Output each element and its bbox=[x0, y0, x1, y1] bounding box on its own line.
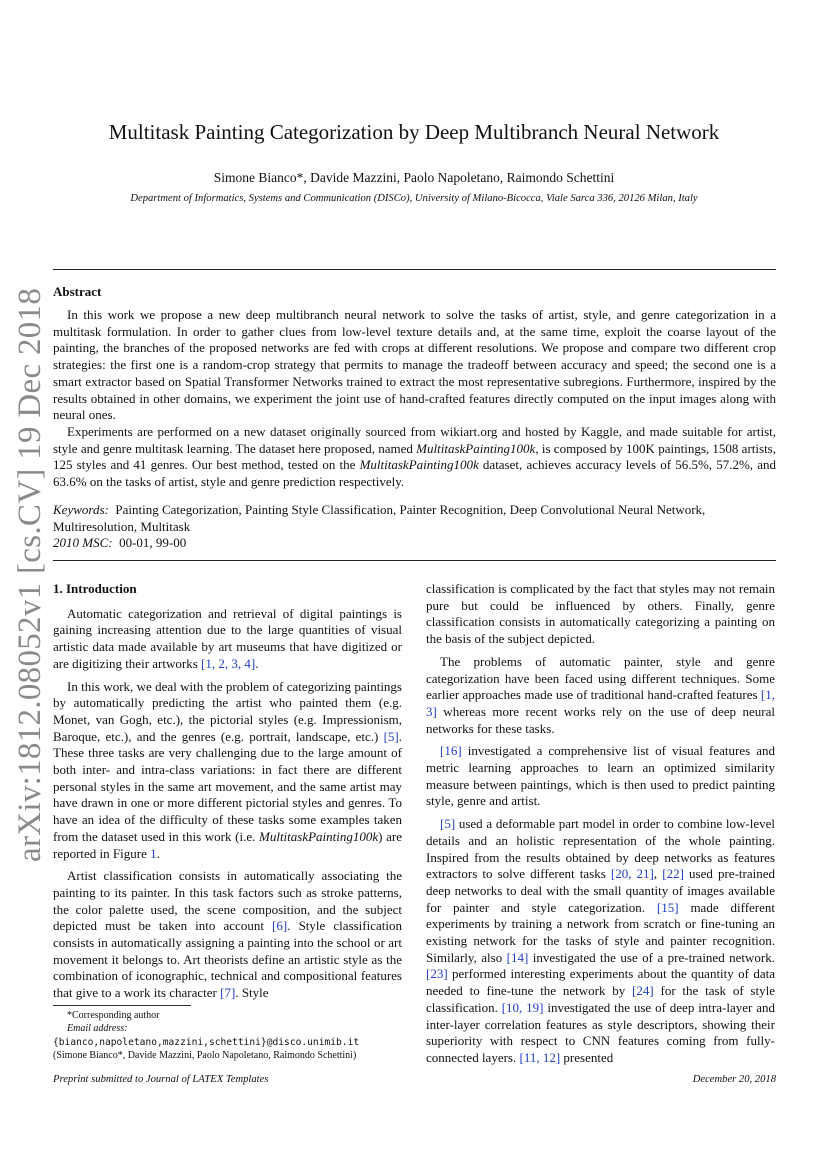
citation-link[interactable]: [1, 3] bbox=[426, 687, 775, 719]
left-column bbox=[53, 581, 402, 1008]
intro-paragraph-1: Automatic categorization and retrieval of digital paintings is gaining increasing attention due to the large quantities of visual artistic data made available by art museums that have digitized or are digitizing their artworks [1, 2, 3, 4]. bbox=[53, 605, 402, 671]
right-paragraph-4: [5] used a deformable part model in order to combine low-level details and an holistic representation of the whole painting. Inspired from the results obtained by deep networks as features extractors to solve different tasks [20, 21], [22] used pre-trained deep networks to deal with the small quantity of images available for painter and style categorization. [15] made different experiments by training a network from scratch or fine-tuning an existing network for the tasks of style and painter recognition. Similarly, also [14] investigated the use of a pre-trained network. [23] performed interesting experiments about the quantity of data needed to fine-tune the network by [24] for the task of style classification. [10, 19] investigated the use of deep intra-layer and inter-layer correlation features as style descriptors, showing their superiority with respect to CNN features coming from fully-connected layers. [11, 12] presented bbox=[426, 816, 776, 1065]
right-paragraph-2: The problems of automatic painter, style and genre categorization have been faced using different techniques. Some earlier approaches made use of traditional hand-crafted features [1, 3] whereas more recent works rely on the use of deep neural networks for these tasks. bbox=[426, 653, 775, 736]
keywords-block bbox=[53, 502, 776, 552]
abstract-heading: Abstract bbox=[53, 284, 102, 299]
footer-journal: Preprint submitted to Journal of LATEX Templates bbox=[53, 1074, 269, 1085]
citation-link[interactable]: [16] bbox=[440, 743, 462, 759]
citation-link[interactable]: [10, 19] bbox=[501, 999, 544, 1015]
paper-title: Multitask Painting Categorization by Deep Multibranch Neural Network bbox=[108, 120, 720, 144]
abstract-paragraph-2: Experiments are performed on a new dataset originally sourced from wikiart.org and hosted by Kaggle, and made suitable for artist, style and genre multitask learning. The dataset here proposed, named MultitaskPainting100k, is composed by 100K paintings, 1508 artists, 125 styles and 41 genres. Our best method, tested on the MultitaskPainting100k dataset, achieves accuracy levels of 56.5%, 57.2%, and 63.6% on the tasks of artist, style and genre prediction respectively. bbox=[53, 423, 776, 490]
citation-link[interactable]: [6] bbox=[272, 918, 288, 934]
keywords-line: Keywords: Painting Categorization, Painting Style Classification, Painter Recognition, Deep Convolutional Neural Network, Multiresolution, Multitask bbox=[53, 502, 706, 534]
footer-date: December 20, 2018 bbox=[692, 1074, 776, 1085]
citation-link[interactable]: [5] bbox=[440, 816, 456, 832]
footnotes bbox=[53, 1009, 413, 1063]
bottom-rule bbox=[53, 560, 776, 561]
abstract-body bbox=[53, 307, 776, 491]
author-list: Simone Bianco*, Davide Mazzini, Paolo Napoletano, Raimondo Schettini bbox=[213, 170, 615, 185]
affiliation: Department of Informatics, Systems and Communication (DISCo), University of Milano-Bicocca, Viale Sarca 336, 20126 Milan, Italy bbox=[130, 193, 698, 204]
citation-link[interactable]: [11, 12] bbox=[519, 1049, 561, 1065]
email-address[interactable]: {bianco,napoletano,mazzini,schettini}@disco.unimib.it bbox=[53, 1036, 360, 1048]
intro-paragraph-2: In this work, we deal with the problem of categorizing paintings by automatically predicting the artist who painted them (e.g. Monet, van Gogh, etc.), the pictorial styles (e.g. Impressionism, Baroque, etc.), and the genres (e.g. portrait, landscape, etc.) [5]. These three tasks are very challenging due to the large amount of both inter- and intra-class variations: in fact there are different personal styles in the same art movement, and the same artist may have drawn in one or more different pictorial styles and genres. To have an idea of the difficulty of these tasks some examples taken from the dataset used in this work (i.e. MultitaskPainting100k) are reported in Figure 1. bbox=[53, 678, 402, 861]
section-heading-introduction: 1. Introduction bbox=[53, 581, 137, 596]
abstract-paragraph-1: In this work we propose a new deep multibranch neural network to solve the tasks of artist, style, and genre categorization in a multitask formulation. In order to gather clues from low-level texture details and, at the same time, exploit the coarse layout of the painting, the branches of the proposed networks are fed with crops at different resolutions. We propose and compare two different crop strategies: the first one is a random-crop strategy that permits to manage the tradeoff between accuracy and speed; the second one is a smart extractor based on Spatial Transformer Networks trained to extract the most representative subregions. Furthermore, inspired by the results obtained in other domains, we experiment the joint use of hand-crafted features directly computed on the input images along with neural ones. bbox=[53, 307, 776, 423]
figure-link[interactable]: 1 bbox=[150, 845, 157, 861]
right-paragraph-3: [16] investigated a comprehensive list of visual features and metric learning approaches to learn an optimized similarity measure between paintings, which is then used to predict painting style, genre and artist. bbox=[426, 743, 775, 809]
footnote-rule bbox=[53, 1005, 191, 1006]
citation-link[interactable]: [20, 21] bbox=[610, 866, 654, 882]
arxiv-stamp: arXiv:1812.08052v1 [cs.CV] 19 Dec 2018 bbox=[12, 287, 48, 862]
citation-link[interactable]: [7] bbox=[220, 985, 236, 1001]
citation-link[interactable]: [14] bbox=[506, 949, 529, 965]
citation-link[interactable]: [24] bbox=[632, 983, 654, 999]
citation-link[interactable]: [15] bbox=[656, 899, 679, 915]
corresponding-author-note: *Corresponding author bbox=[67, 1010, 160, 1021]
right-paragraph-1: classification is complicated by the fact that styles may not remain pure but could be influenced by others. Finally, genre classification consists in automatically categorizing a painting on the basis of the subject depicted. bbox=[426, 581, 775, 647]
citation-link[interactable]: [5] bbox=[383, 728, 399, 744]
author-names-note: (Simone Bianco*, Davide Mazzini, Paolo Napoletano, Raimondo Schettini) bbox=[53, 1050, 357, 1062]
citation-link[interactable]: [22] bbox=[662, 866, 684, 882]
email-label: Email address: bbox=[67, 1023, 128, 1035]
citation-link[interactable]: [1, 2, 3, 4] bbox=[201, 655, 256, 671]
citation-link[interactable]: [23] bbox=[426, 966, 448, 982]
msc-line: 2010 MSC: 00-01, 99-00 bbox=[53, 535, 187, 551]
right-column bbox=[426, 581, 775, 1073]
intro-paragraph-3: Artist classification consists in automatically associating the painting to its painter. In this task factors such as stroke patterns, the color palette used, the scene composition, and the subject depicted must be taken into account [6]. Style classification consists in automatically assigning a painting into the school or art movement it belongs to. Art theorists define an artistic style as the combination of iconographic, technical and compositional features that give to a work its character [7]. Style bbox=[53, 868, 402, 1001]
top-rule bbox=[53, 269, 776, 270]
